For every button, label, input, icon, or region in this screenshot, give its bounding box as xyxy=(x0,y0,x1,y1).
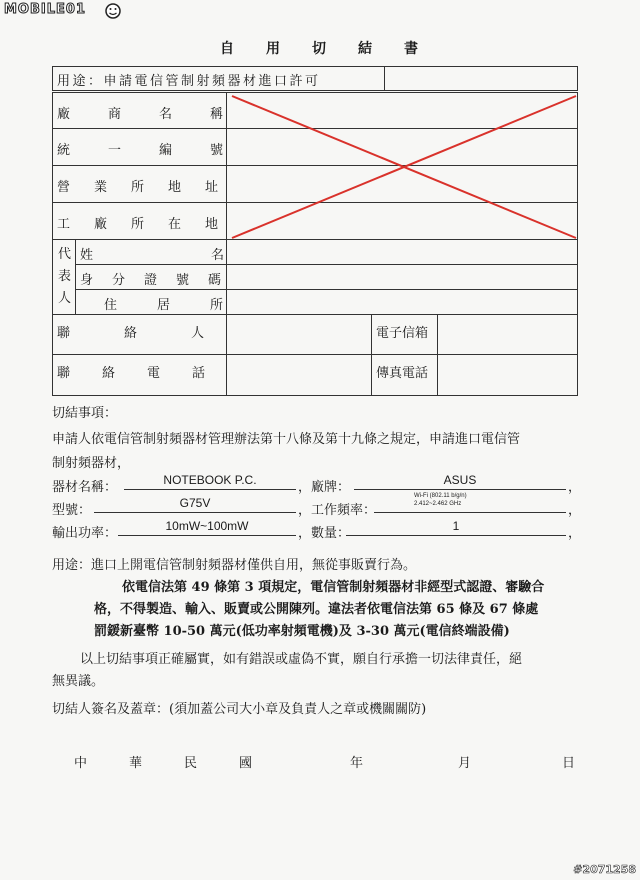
model-label: 型號： xyxy=(52,503,92,518)
law-line-2: 格，不得製造、輸入、販賣或公開陳列。違法者依電信法第 65 條及 67 條處 xyxy=(94,602,539,617)
brand-field[interactable]: ASUS xyxy=(354,473,566,490)
frequency-line-1: Wi-Fi (802.11 b/g/n) xyxy=(414,493,467,499)
device-name-field[interactable]: NOTEBOOK P.C. xyxy=(124,473,296,490)
contact-person-value-cell[interactable] xyxy=(227,315,372,355)
date-era: 中華民國 xyxy=(74,756,295,771)
quantity-label: ，數量： xyxy=(298,526,351,541)
factory-address-label-cell xyxy=(52,203,243,240)
law-line-1: 依電信法第 49 條第 3 項規定，電信管制射頻器材非經型式認證、審驗合 xyxy=(122,580,545,595)
device-name-label: 器材名稱： xyxy=(52,480,118,495)
watermark-id: #2071258 xyxy=(573,863,636,876)
email-value-cell[interactable] xyxy=(438,315,578,355)
usage-label: 用途：申請電信管制射頻器材進口許可 xyxy=(57,74,321,89)
company-name-label-cell xyxy=(52,92,262,129)
representative-label-2: 表 xyxy=(58,269,72,284)
representative-label-3: 人 xyxy=(58,291,72,306)
factory-address-label: 工廠所在地 xyxy=(57,217,243,232)
frequency-label: ，工作頻率： xyxy=(298,503,377,518)
contact-person-label: 聯絡人 xyxy=(57,326,259,341)
rep-id-value-cell[interactable] xyxy=(227,265,578,290)
affidavit-heading: 切結事項： xyxy=(52,406,118,421)
rep-name-label-cell xyxy=(76,240,343,265)
fax-label: 傳真電話 xyxy=(376,366,429,381)
tax-id-label-cell xyxy=(52,129,262,166)
frequency-field[interactable] xyxy=(374,492,566,513)
date-day: 日 xyxy=(562,756,576,771)
mobile01-logo: MOBILE01 xyxy=(4,2,86,17)
date-year: 年 xyxy=(350,756,364,771)
tax-id-label: 統一編號 xyxy=(57,143,262,158)
affidavit-line-2: 制射頻器材， xyxy=(52,456,131,471)
rep-address-label-cell xyxy=(76,290,264,315)
model-field[interactable]: G75V xyxy=(94,496,296,513)
power-field[interactable]: 10mW~100mW xyxy=(118,519,296,536)
rep-id-label-cell xyxy=(76,265,241,290)
rep-address-value-cell[interactable] xyxy=(227,290,578,315)
purpose-statement: 用途：進口上開電信管制射頻器材僅供自用，無從事販賣行為。 xyxy=(52,558,417,573)
document-title: 自用切結書 xyxy=(220,41,450,57)
rep-name-value-cell[interactable] xyxy=(227,240,578,265)
frequency-line-2: 2.412~2.462 GHz xyxy=(414,501,462,507)
usage-cell xyxy=(52,66,385,91)
rep-id-label: 身分證號碼 xyxy=(80,273,241,288)
quantity-field[interactable]: 1 xyxy=(346,519,566,536)
usage-blank-cell xyxy=(385,66,578,91)
brand-trailing-comma: ， xyxy=(568,480,582,495)
representative-label-1: 代 xyxy=(58,247,72,262)
affirmation-line-1: 以上切結事項正確屬實，如有錯誤或虛偽不實，願自行承擔一切法律責任，絕 xyxy=(80,652,523,667)
signature-instruction: 切結人簽名及蓋章：(須加蓋公司大小章及負責人之章或機關關防) xyxy=(52,702,427,717)
email-label-cell xyxy=(372,315,438,355)
affirmation-line-2: 無異議。 xyxy=(52,674,105,689)
fax-value-cell[interactable] xyxy=(438,355,578,396)
frequency-trailing-comma: ， xyxy=(568,503,582,518)
quantity-trailing-comma: ， xyxy=(568,526,582,541)
business-address-label-cell xyxy=(52,166,243,203)
rep-name-label: 姓名 xyxy=(80,248,343,263)
law-line-3: 罰鍰新臺幣 10-50 萬元(低功率射頻電機)及 3-30 萬元(電信終端設備) xyxy=(94,624,510,639)
email-label: 電子信箱 xyxy=(376,326,429,341)
contact-person-label-cell xyxy=(52,315,259,355)
fax-label-cell xyxy=(372,355,438,396)
phone-label-cell xyxy=(52,355,238,396)
company-name-label: 廠商名稱 xyxy=(57,107,262,122)
date-month: 月 xyxy=(458,756,472,771)
power-label: 輸出功率： xyxy=(52,526,118,541)
representative-label-cell xyxy=(52,240,76,315)
cross-out-mark xyxy=(230,94,578,240)
brand-label: ，廠牌： xyxy=(298,480,351,495)
application-form-table xyxy=(52,66,578,396)
business-address-label: 營業所地址 xyxy=(57,180,243,195)
phone-label: 聯絡電話 xyxy=(57,366,238,381)
smiley-logo-icon xyxy=(104,2,122,20)
rep-address-label: 住居所 xyxy=(104,298,264,313)
affidavit-line-1: 申請人依電信管制射頻器材管理辦法第十八條及第十九條之規定，申請進口電信管 xyxy=(52,432,521,447)
phone-value-cell[interactable] xyxy=(227,355,372,396)
